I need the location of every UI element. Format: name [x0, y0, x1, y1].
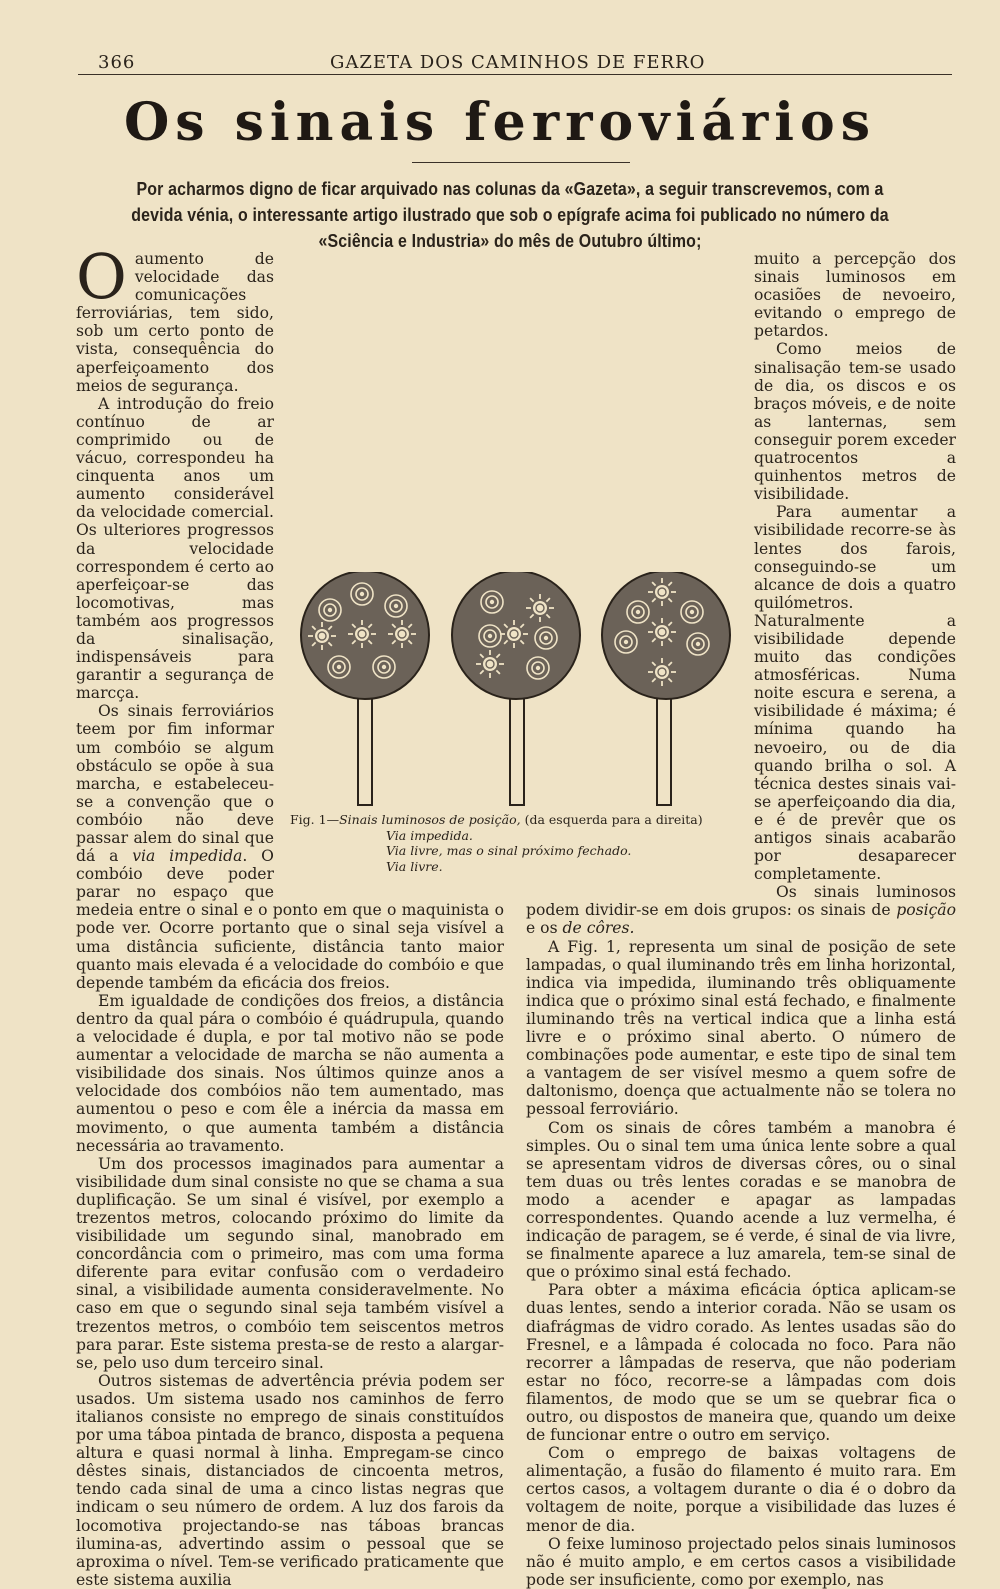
emphasis-text: de côres. [562, 919, 635, 938]
drop-cap: O [76, 240, 127, 313]
header-rule [78, 74, 952, 75]
paragraph: A introdução do freio contínuo de ar comprimido ou de vácuo, correspondeu ha cinquenta anos um aumento considerável da velocidade comercial. Os ulteriores progressos da velocidade correspondem é certo ao aperfeiçoar-se das locomotivas, mas também aos progressos da sinalisação, indispensáveis para garantir a segurança de marcça. [76, 394, 274, 703]
caption-title: Sinais luminosos de posição, [339, 812, 521, 827]
caption-note: (da esquerda para a direita) [524, 812, 703, 827]
paragraph [76, 240, 504, 395]
emphasis-text: posição [896, 901, 956, 920]
paragraph: Em igualdade de condições dos freios, a distância dentro da qual pára o combóio é quádrupula, quando a velocidade é dupla, e por tal motivo não se pode aumentar a velocidade de marcha se não aumenta a visibilidade dos sinais. Nos últimos quinze anos a velocidade dos combóios não tem aumentado, mas aumentou o peso e com êle a inércia da massa em movimento, o que aumenta também a distância necessária ao travamento. [76, 991, 504, 1155]
paragraph: Com os sinais de côres também a manobra é simples. Ou o sinal tem uma única lente sobre a qual se apresentam vidros de diversas côres, ou o sinal tem duas ou três lentes coradas e se manobra de modo a acender e apagar as lampadas correspondentes. Quando acende a luz vermelha, é indicação de paragem, se é verde, é sinal de via livre, se finalmente aparece a luz amarela, tem-se sinal de que o próximo sinal está fechado. [526, 1118, 956, 1282]
paragraph-text: Os sinais ferroviários teem por fim informar um combóio se algum obstáculo se opõe à sua marcha, e estabeleceu-se a convenção que o combóio não deve passar alem do sinal que dá a [76, 702, 274, 866]
signal-figure [292, 572, 742, 812]
figure-caption [290, 812, 750, 874]
paragraph: O feixe luminoso projectado pelos sinais luminosos não é muito amplo, e em certos casos a visibilidade pode ser insuficiente, como por exemplo, nas [526, 1534, 956, 1589]
lede-paragraph: Por acharmos digno de ficar arquivado nas colunas da «Gazeta», a seguir transcrevemos, com a devida vénia, o interessante artigo ilustrado que sob o epígrafe acima foi publicado no número da «Sciência e Industria» do mês de Outubro último; [131, 178, 889, 251]
paragraph: Outros sistemas de advertência prévia podem ser usados. Um sistema usado nos caminhos de ferro italianos consiste no emprego de sinais constituídos por uma táboa pintada de branco, disposta a pequena altura e quasi normal à linha. Empregam-se cinco dêstes sinais, distanciados de cincoenta metros, tendo cada sinal de uma a cinco listas negras que indicam o seu número de ordem. A luz dos farois da locomotiva projectando-se nas táboas brancas ilumina-as, advertindo assim o pessoal que se aproxima o nível. Tem-se verificado praticamente que este sistema auxilia [76, 1371, 504, 1589]
paragraph: Para aumentar a visibilidade recorre-se às lentes dos farois, conseguindo-se um alcance de dois a quatro quilómetros. Naturalmente a visibilidade depende muito das condições atmosféricas. Numa noite escura e serena, a visibilidade é máxima; é mínima quando ha nevoeiro, ou de dia quando brilha o sol. A técnica destes sinais vai-se aperfeiçoando dia dia, e é de prevêr que os antigos sinais acabarão por desaparecer completamente. [754, 503, 956, 884]
page-header [78, 50, 952, 76]
signal-via-impedida [301, 572, 429, 805]
caption-line: Via impedida. [386, 827, 473, 843]
paragraph: Como meios de sinalisação tem-se usado de dia, os discos e os braços móveis, e de noite as lanternas, sem conseguir porem exceder quatrocentos a quinhentos metros de visibilidade. [754, 340, 956, 504]
left-column [76, 240, 504, 1589]
paragraph: A Fig. 1, representa um sinal de posição de sete lampadas, o qual iluminando três em linha horizontal, indica via impedida, iluminando três obliquamente indica que o próximo sinal está fechado, e finalmente iluminando três na vertical indica que a linha está livre e o próximo sinal aberto. O número de combinações pode aumentar, e este tipo de sinal tem a vantagem de ser visível mesmo a quem sofre de daltonismo, doença que actualmente não se tolera no pessoal ferroviário. [526, 937, 956, 1119]
caption-lead: Fig. 1— [290, 812, 340, 827]
caption-line: Via livre, mas o sinal próximo fechado. [386, 843, 632, 858]
paragraph: Com o emprego de baixas voltagens de alimentação, a fusão do filamento é muito rara. Em certos casos, a voltagem durante o dia é o dobro da voltagem de noite, porque a visibilidade das luzes é menor de dia. [526, 1444, 956, 1535]
running-title: GAZETA DOS CAMINHOS DE FERRO [330, 52, 706, 73]
paragraph-text: . O combóio deve poder parar no espaço que medeia entre o sinal e o ponto em que o maquinista o pode ver. Ocorre portanto que o sinal seja visível a uma distância suficiente, distância tanto maior quanto mais elevada é a velocidade do combóio e que depende também da eficácia dos freios. [76, 847, 504, 992]
signal-via-livre [602, 572, 730, 805]
paragraph-text: e os [526, 919, 558, 938]
caption-line: Via livre. [386, 858, 443, 874]
paragraph: Um dos processos imaginados para aumentar a visibilidade dum sinal consiste no que se chama a sua duplificação. Se um sinal é visível, por exemplo a trezentos metros, colocando próximo do limite da visibilidade um segundo sinal, manobrado em concordância com o primeiro, mas com uma forma diferente para evitar confusão com o verdadeiro sinal, a visibilidade aumenta consideravelmente. No caso em que o segundo sinal seja também visível a trezentos metros, o combóio tem seiscentos metros para parar. Este sistema presta-se de resto a alargar-se, pelo uso dum terceiro sinal. [76, 1154, 504, 1372]
emphasis-text: via impedida [132, 847, 243, 866]
signal-via-livre-proximo-fechado [452, 572, 580, 805]
paragraph: Para obter a máxima eficácia óptica aplicam-se duas lentes, sendo a interior corada. Não se usam os diafrágmas de vidro corado. As lentes usadas são do Fresnel, e a lâmpada é colocada no foco. Para não recorrer a lâmpadas de reserva, que não poderiam estar no fóco, recorre-se a lâmpadas com dois filamentos, de modo que se um se quebrar fica o outro, ou dispostos de maneira que, quando um deixe de funcionar entre o outro em serviço. [526, 1281, 956, 1445]
paragraph-text: Os sinais luminosos podem dividir-se em dois grupos: os sinais de [526, 883, 956, 920]
caption-line [290, 812, 750, 828]
right-column [526, 250, 956, 1589]
article-title: Os sinais ferroviários [123, 92, 877, 153]
paragraph [526, 883, 956, 937]
paragraph: muito a percepção dos sinais luminosos em ocasiões de nevoeiro, evitando o emprego de petardos. [754, 250, 956, 341]
paragraph-text: aumento de velocidade das comunicações ferroviárias, tem sido, sob um certo ponto de vista, consequência do aperfeiçoamento dos meios de segurança. [76, 250, 274, 395]
page-number: 366 [98, 52, 136, 73]
title-rule [412, 162, 630, 163]
